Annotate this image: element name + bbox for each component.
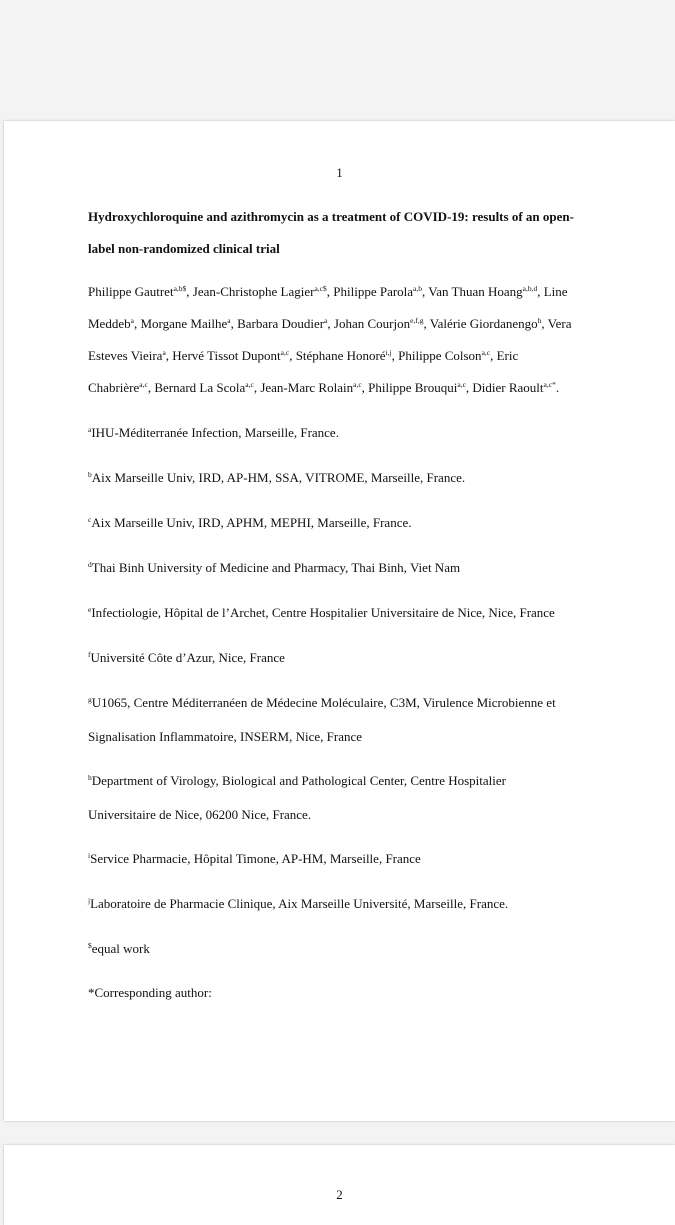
author-name: Chabrière xyxy=(88,380,140,395)
affiliation-item xyxy=(88,976,648,1010)
affiliation-mark: a,c xyxy=(139,380,148,389)
affiliation-mark: a xyxy=(88,425,92,434)
author-name: , Vera xyxy=(541,316,572,331)
author-name: , Jean-Marc Rolain xyxy=(253,380,354,395)
affiliation-line: Universitaire de Nice, 06200 Nice, France. xyxy=(88,807,312,822)
affiliation-item xyxy=(88,551,648,585)
affiliation-line: $^j$Laboratoire de Pharmacie Clinique, Aix Marseille Université, Marseille, France. xyxy=(88,896,509,911)
affiliation-mark: a,c xyxy=(353,380,362,389)
title-line-2: label non-randomized clinical trial xyxy=(88,241,280,256)
affiliation-mark: d xyxy=(88,560,92,569)
affiliation-line: $^a$IHU-Méditerranée Infection, Marseille, France. xyxy=(88,425,339,440)
affiliation-line: $^c$Aix Marseille Univ, IRD, APHM, MEPHI, Marseille, France. xyxy=(88,515,412,530)
author-line xyxy=(88,372,648,404)
affiliation-mark: c xyxy=(88,515,92,524)
author-name: , Morgane Mailhe xyxy=(133,316,228,331)
author-name: Philippe Gautret xyxy=(88,284,174,299)
author-name: , Line xyxy=(537,284,568,299)
affiliation-mark: i,j xyxy=(385,348,392,357)
affiliation-line: *Corresponding author: xyxy=(88,985,212,1000)
affiliation-mark: $ xyxy=(88,941,92,950)
author-name: , Eric xyxy=(490,348,519,363)
title-line-1: Hydroxychloroquine and azithromycin as a treatment of COVID-19: results of an open- xyxy=(88,209,574,224)
affiliation-mark: b xyxy=(88,470,92,479)
document-page-1 xyxy=(4,121,675,1121)
author-name: , Philippe Colson xyxy=(391,348,482,363)
page-number: 2 xyxy=(336,1187,343,1202)
affiliation-mark: f xyxy=(88,650,91,659)
affiliation-line: $^d$Thai Binh University of Medicine and Pharmacy, Thai Binh, Viet Nam xyxy=(88,560,461,575)
author-name: , Johan Courjon xyxy=(327,316,411,331)
author-name: , Philippe Brouqui xyxy=(361,380,458,395)
affiliation-mark: g xyxy=(88,695,92,704)
affiliation-item xyxy=(88,887,648,921)
affiliation-mark: h xyxy=(88,773,92,782)
affiliation-line: Signalisation Inflammatoire, INSERM, Nice, France xyxy=(88,729,363,744)
affiliation-mark: h xyxy=(537,316,542,325)
author-name: , Van Thuan Hoang xyxy=(422,284,523,299)
author-name: , Valérie Giordanengo xyxy=(423,316,538,331)
author-name: , Barbara Doudier xyxy=(230,316,325,331)
affiliation-mark: a,c xyxy=(280,348,290,357)
document-page-2 xyxy=(4,1145,675,1225)
affiliation-line: $^f$Université Côte d’Azur, Nice, France xyxy=(88,650,285,665)
affiliation-mark: a,c* xyxy=(543,380,556,389)
author-name: , Hervé Tissot Dupont xyxy=(165,348,281,363)
affiliation-mark: a,b$ xyxy=(173,284,187,293)
author-name: . xyxy=(555,380,560,395)
affiliation-item xyxy=(88,416,648,450)
paper-title xyxy=(88,201,648,265)
author-name: , Stéphane Honoré xyxy=(289,348,386,363)
affiliation-item xyxy=(88,461,648,495)
affiliation-mark: a xyxy=(324,316,328,325)
affiliation-item xyxy=(88,641,648,675)
author-name: , Jean-Christophe Lagier xyxy=(186,284,315,299)
affiliation-line: $^g$U1065, Centre Méditerranéen de Médecine Moléculaire, C3M, Virulence Microbienne et xyxy=(88,695,556,710)
affiliation-item xyxy=(88,596,648,630)
affiliation-mark: j xyxy=(88,896,91,905)
affiliation-mark: a,b,d xyxy=(522,284,538,293)
author-name: , Philippe Parola xyxy=(326,284,414,299)
affiliation-mark: i xyxy=(88,851,91,860)
affiliation-mark: a xyxy=(227,316,231,325)
affiliation-mark: a,c$ xyxy=(314,284,327,293)
affiliation-mark: e,f,g xyxy=(410,316,424,325)
affiliation-item xyxy=(88,686,648,754)
author-name: Meddeb xyxy=(88,316,131,331)
affiliation-item xyxy=(88,506,648,540)
affiliation-item xyxy=(88,932,648,966)
affiliation-mark: a xyxy=(130,316,134,325)
affiliation-line: $^e$Infectiologie, Hôpital de l’Archet, Centre Hospitalier Universitaire de Nice, Nice, France xyxy=(88,605,555,620)
affiliation-mark: e xyxy=(88,605,92,614)
author-name: Esteves Vieira xyxy=(88,348,163,363)
author-name: , Bernard La Scola xyxy=(147,380,246,395)
affiliation-line: $^b$Aix Marseille Univ, IRD, AP-HM, SSA, VITROME, Marseille, France. xyxy=(88,470,466,485)
author-list xyxy=(88,276,648,404)
affiliation-item xyxy=(88,842,648,876)
author-line xyxy=(88,276,648,308)
affiliation-line: $^h$Department of Virology, Biological and Pathological Center, Centre Hospitalier xyxy=(88,773,506,788)
author-name: , Didier Raoult xyxy=(465,380,544,395)
page-number: 1 xyxy=(336,165,343,180)
affiliation-mark: a,c xyxy=(245,380,254,389)
affiliation-mark: a,c xyxy=(457,380,466,389)
affiliation-mark: a,c xyxy=(481,348,491,357)
affiliation-line: $equal work xyxy=(88,941,150,956)
affiliation-item xyxy=(88,764,648,832)
affiliation-mark: a,b xyxy=(413,284,423,293)
author-line xyxy=(88,340,648,372)
affiliation-line: $^i$Service Pharmacie, Hôpital Timone, AP-HM, Marseille, France xyxy=(88,851,421,866)
affiliation-mark: a xyxy=(162,348,166,357)
author-line xyxy=(88,308,648,340)
